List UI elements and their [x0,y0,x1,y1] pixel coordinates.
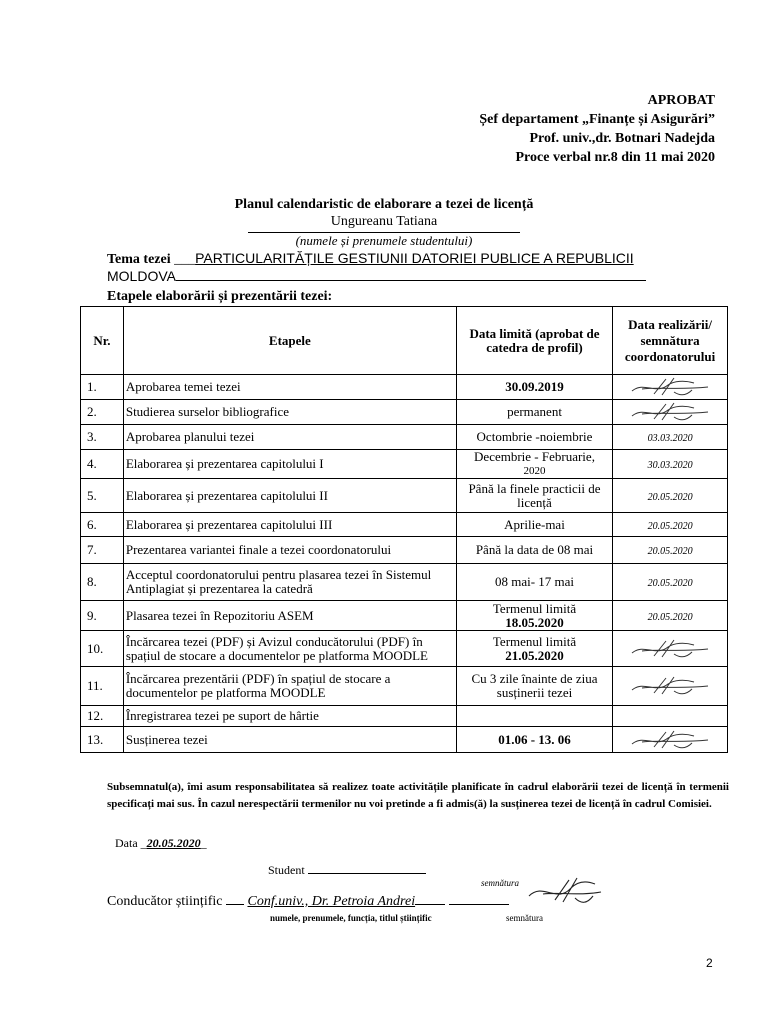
row-deadline [456,667,612,706]
deadline-text: 30.09.2019 [505,379,564,394]
row-number: 7. [81,537,124,564]
row-completion [613,667,728,706]
row-deadline [456,706,612,727]
stages-heading: Etapele elaborării și prezentării tezei: [107,289,333,304]
completion-date: 20.05.2020 [647,491,693,503]
student-underline [308,873,426,874]
coordinator-signature [615,730,725,750]
row-deadline [456,479,612,513]
table-row [81,425,728,450]
completion-date: 20.05.2020 [647,520,693,532]
row-number: 4. [81,450,124,479]
table-row [81,727,728,753]
thesis-theme [107,250,667,286]
deadline-text: Octombrie -noiembrie [476,429,593,444]
coordinator-signature [615,377,725,397]
row-stage: Aprobarea planului tezei [123,425,456,450]
deadline-text: Termenul limită [492,600,577,616]
date-value: 20.05.2020 [146,836,201,850]
table-row [81,631,728,667]
row-completion [613,601,728,631]
approval-block [479,91,715,167]
row-stage: Aprobarea temei tezei [123,375,456,400]
row-number: 6. [81,513,124,537]
row-completion [613,479,728,513]
theme-underline [176,280,646,281]
coordinator-signature [615,676,725,696]
row-number: 5. [81,479,124,513]
deadline-text: Termenul limită [492,633,577,649]
row-completion [613,727,728,753]
header-nr: Nr. [81,307,124,375]
row-stage: Prezentarea variantei finale a tezei coordonatorului [123,537,456,564]
student-label: Student [268,863,305,877]
row-completion [613,537,728,564]
supervisor-signature-image [525,874,605,915]
table-row [81,513,728,537]
deadline-text: Cu 3 zile înainte de ziua susținerii tezei [471,671,598,700]
minutes-line: Proce verbal nr.8 din 11 mai 2020 [515,150,715,165]
theme-value-line-1: PARTICULARITĂȚILE GESTIUNII DATORIEI PUBLICE A REPUBLICII [195,250,634,266]
coordinator-signature [615,639,725,659]
row-stage: Încărcarea prezentării (PDF) în spațiul de stocare a documentelor pe platforma MOODLE [123,667,456,706]
supervisor-value: Conf.univ., Dr. Petroia Andrei [247,894,416,909]
completion-date: 20.05.2020 [647,611,693,623]
table-row [81,375,728,400]
row-deadline [456,425,612,450]
row-number: 10. [81,631,124,667]
row-deadline [456,537,612,564]
deadline-year: 2020 [523,465,546,477]
deadline-text: 01.06 - 13. 06 [498,731,571,747]
approved-label: APROBAT [647,93,715,108]
row-deadline [456,375,612,400]
row-stage: Elaborarea și prezentarea capitolului III [123,513,456,537]
row-stage: Elaborarea și prezentarea capitolului II [123,479,456,513]
row-stage: Acceptul coordonatorului pentru plasarea tezei în Sistemul Antiplagiat și prezentarea la catedră [123,564,456,601]
deadline-text: 08 mai- 17 mai [494,574,575,589]
row-deadline [456,513,612,537]
row-number: 1. [81,375,124,400]
row-stage: Încărcarea tezei (PDF) și Avizul conducătorului (PDF) în spațiul de stocare a documentelor pe platforma MOODLE [123,631,456,667]
theme-value-line-2: MOLDOVA [107,268,176,284]
table-header-row [81,307,728,375]
theme-label: Tema tezei [107,252,171,267]
student-name-caption: (numele și prenumele studentului) [295,233,473,248]
date-label: Data [115,836,138,850]
row-completion [613,425,728,450]
row-number: 8. [81,564,124,601]
plan-title: Planul calendaristic de elaborare a tezei de licență [234,197,534,212]
header-stage: Etapele [123,307,456,375]
row-completion [613,513,728,537]
deadline-text: permanent [507,404,562,419]
table-row [81,400,728,425]
table-row [81,601,728,631]
professor-line: Prof. univ.,dr. Botnari Nadejda [529,131,715,146]
supervisor-line [107,894,509,910]
coordinator-signature [615,402,725,422]
row-stage: Plasarea tezei în Repozitoriu ASEM [123,601,456,631]
signature-label-bottom: semnătura [506,913,543,923]
table-row [81,479,728,513]
row-deadline [456,400,612,425]
completion-date: 03.03.2020 [647,433,693,444]
row-stage: Studierea surselor bibliografice [123,400,456,425]
row-completion [613,375,728,400]
supervisor-caption: numele, prenumele, funcția, titlul științific [270,913,432,923]
completion-date: 20.05.2020 [647,546,693,557]
date-line: Data _20.05.2020_ [115,836,207,850]
deadline-text: Aprilie-mai [504,516,565,532]
row-number: 12. [81,706,124,727]
row-completion [613,706,728,727]
student-signature-line [268,863,426,878]
signature-label-top: semnătura [481,878,519,888]
row-completion [613,564,728,601]
row-number: 9. [81,601,124,631]
row-completion [613,450,728,479]
row-number: 13. [81,727,124,753]
row-stage: Elaborarea și prezentarea capitolului I [123,450,456,479]
deadline-date: 18.05.2020 [505,614,564,630]
header-completion: Data realizării/ semnătura coordonatorului [613,307,728,375]
header-deadline: Data limită (aprobat de catedra de profil) [456,307,612,375]
row-deadline [456,564,612,601]
row-number: 3. [81,425,124,450]
department-head-line: Șef departament „Finanțe și Asigurări” [479,112,715,127]
disclaimer: Subsemnatul(a), îmi asum responsabilitatea să realizez toate activitățile planificate în cadrul elaborării tezei de licență în termenii specificați mai sus. În cazul nerespectării termenilor nu voi pretinde a fi admis(ă) la susținerea tezei de licență în cadrul Comisiei. [107,781,729,810]
student-name: Ungureanu Tatiana [330,214,438,229]
row-deadline [456,450,612,479]
row-number: 2. [81,400,124,425]
deadline-date: 21.05.2020 [505,647,564,663]
theme-prefix: ___ [174,252,196,267]
row-deadline [456,631,612,667]
stages-table [80,306,728,753]
table-row [81,706,728,727]
row-completion [613,631,728,667]
row-deadline [456,601,612,631]
table-row [81,450,728,479]
completion-date: 30.03.2020 [647,460,693,471]
row-deadline [456,727,612,753]
supervisor-label: Conducător științific [107,894,223,909]
table-body [81,375,728,753]
completion-date: 20.05.2020 [647,578,693,589]
row-number: 11. [81,667,124,706]
table-row [81,564,728,601]
table-row [81,667,728,706]
table-row [81,537,728,564]
row-completion [613,400,728,425]
page-number: 2 [706,956,713,970]
row-stage: Înregistrarea tezei pe suport de hârtie [123,706,456,727]
deadline-text: Decembrie - Februarie, [474,449,595,464]
row-stage: Susținerea tezei [123,727,456,753]
deadline-text: Până la data de 08 mai [475,542,594,557]
deadline-text: Până la finele practicii de licență [468,480,601,510]
